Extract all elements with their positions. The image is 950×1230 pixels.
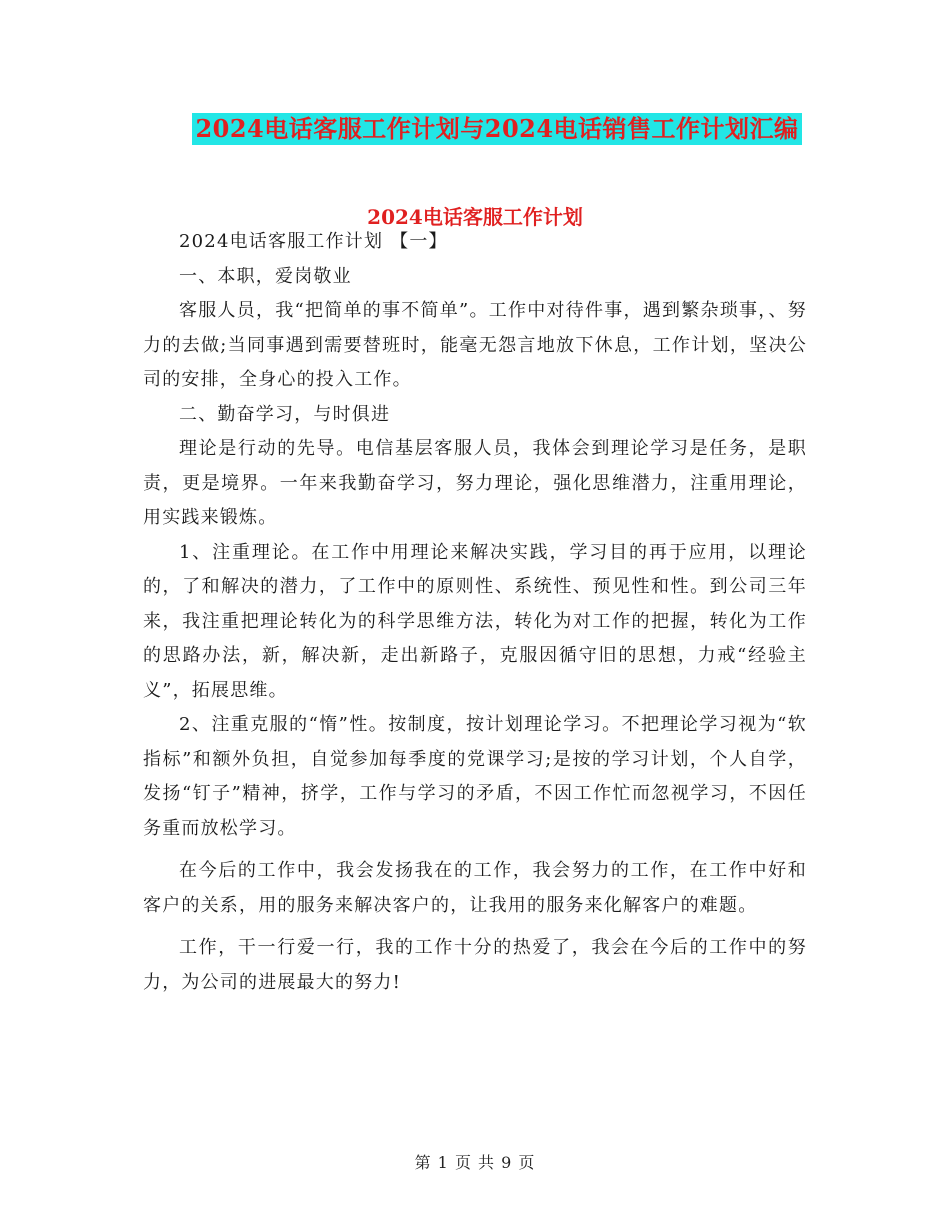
document-body bbox=[143, 225, 807, 1000]
paragraph: 理论是行动的先导。电信基层客服人员，我体会到理论学习是任务，是职责，更是境界。一年来我勤奋学习，努力理论，强化思维潜力，注重用理论，用实践来锻炼。 bbox=[143, 438, 807, 528]
section-title: 2024电话客服工作计划 bbox=[367, 205, 583, 229]
paragraph: 客服人员，我“把简单的事不简单”。工作中对待件事，遇到繁杂琐事，、努力的去做;当同事遇到需要替班时，能毫无怨言地放下休息，工作计划，坚决公司的安排，全身心的投入工作。 bbox=[143, 300, 807, 390]
document-title: 2024电话客服工作计划与2024电话销售工作计划汇编 bbox=[192, 113, 801, 145]
paragraph-subheading-one: 一、本职，爱岗敬业 bbox=[179, 265, 352, 287]
paragraph: 工作，干一行爱一行，我的工作十分的热爱了，我会在今后的工作中的努力，为公司的进展最大的努力! bbox=[143, 937, 807, 993]
paragraph-heading-one: 2024电话客服工作计划 【一】 bbox=[179, 231, 448, 252]
paragraph: 2、注重克服的“惰”性。按制度，按计划理论学习。不把理论学习视为“软指标”和额外负担，自觉参加每季度的党课学习;是按的学习计划，个人自学，发扬“钉子”精神，挤学，工作与学习的矛盾，不因工作忙而忽视学习，不因任务重而放松学习。 bbox=[143, 714, 807, 839]
paragraph: 在今后的工作中，我会发扬我在的工作，我会努力的工作，在工作中好和客户的关系，用的服务来解决客户的，让我用的服务来化解客户的难题。 bbox=[143, 860, 807, 916]
paragraph: 1、注重理论。在工作中用理论来解决实践，学习目的再于应用，以理论的，了和解决的潜力，了工作中的原则性、系统性、预见性和性。到公司三年来，我注重把理论转化为的科学思维方法，转化为对工作的把握，转化为工作的思路办法，新，解决新，走出新路子，克服因循守旧的思想，力戒“经验主义”，拓展思维。 bbox=[143, 541, 807, 701]
paragraph-subheading-two: 二、勤奋学习，与时俱进 bbox=[179, 403, 391, 425]
page-number-footer: 第 1 页 共 9 页 bbox=[414, 1153, 536, 1172]
document-title-container bbox=[0, 113, 950, 145]
